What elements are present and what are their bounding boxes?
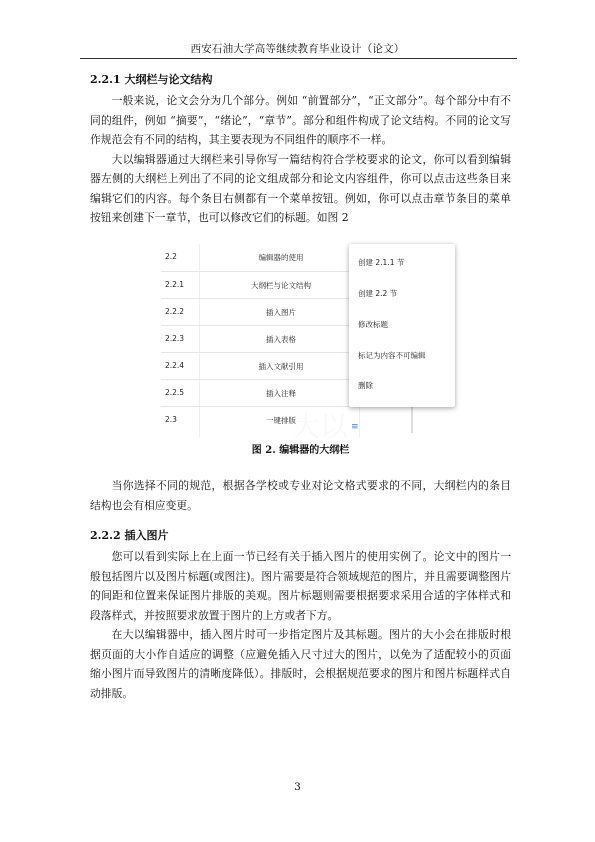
after-figure-body	[90, 476, 511, 515]
outline-row[interactable]	[161, 299, 361, 325]
outline-row[interactable]	[161, 272, 361, 298]
outline-row-number: 2.3	[165, 415, 177, 424]
section-2-2-1-body	[90, 91, 511, 228]
header-rule	[80, 58, 517, 59]
list-menu-icon[interactable]: ≡	[351, 422, 359, 432]
section-heading-2-2-1: 2.2.1 大纲栏与论文结构	[90, 73, 213, 86]
outline-row-title: 编辑器的使用	[258, 253, 304, 262]
menu-item-rename[interactable]: 修改标题	[358, 320, 388, 329]
section-heading-2-2-2: 2.2.2 插入图片	[90, 529, 169, 542]
panel-scrollbar[interactable]	[411, 407, 413, 433]
outline-row-title: 大纲栏与论文结构	[251, 281, 311, 290]
menu-item-mark-readonly[interactable]: 标记为内容不可编辑	[358, 351, 426, 360]
outline-row-title: 插入注释	[266, 389, 296, 398]
outline-row-title: 插入文献引用	[258, 362, 304, 371]
page-number: 3	[294, 781, 301, 793]
outline-row-number: 2.2.2	[165, 307, 185, 316]
outline-row-title: 插入图片	[266, 308, 296, 317]
outline-row[interactable]	[161, 353, 361, 379]
figure-caption: 图 2. 编辑器的大纲栏	[251, 445, 350, 456]
menu-item-create-2-2[interactable]: 创建 2.2 节	[358, 289, 398, 298]
running-header: 西安石油大学高等继续教育毕业设计（论文）	[190, 43, 405, 55]
menu-item-delete[interactable]: 删除	[358, 381, 373, 390]
outline-row-number: 2.2.1	[165, 280, 185, 289]
watermark: 大以	[292, 410, 349, 443]
menu-item-create-2-1-1[interactable]: 创建 2.1.1 节	[358, 258, 405, 267]
section-2-2-2-body	[90, 547, 511, 703]
outline-row-number: 2.2.5	[165, 388, 185, 397]
outline-row[interactable]	[161, 326, 361, 352]
context-menu	[349, 244, 455, 407]
paragraph: 一般来说，论文会分为几个部分。例如 “前置部分”，“正文部分”。每个部分中有不同的组件，例如 “摘要”，“绪论”，“章节”。部分和组件构成了论文结构。不同的论文写作规范会有不同的结构，其主要表现为不同组件的顺序不一样。	[90, 94, 511, 146]
outline-row-number: 2.2.3	[165, 334, 185, 343]
paragraph: 在大以编辑器中，插入图片时可一步指定图片及其标题。图片的大小会在排版时根据页面的大小作自适应的调整（应避免插入尺寸过大的图片，以免为了适配较小的页面缩小图片而导致图片的清晰度降低）。排版时，会根据规范要求的图片和图片标题样式自动排版。	[90, 628, 511, 700]
outline-row-title: 一键排版	[266, 416, 296, 425]
outline-row[interactable]	[161, 244, 361, 270]
paragraph: 您可以看到实际上在上面一节已经有关于插入图片的使用实例了。论文中的图片一般包括图片以及图片标题(或图注)。图片需要是符合领域规范的图片，并且需要调整图片的间距和位置来保证图片排版的美观。图片标题则需要根据要求采用合适的字体样式和段落样式，并按照要求放置于图片的上方或者下方。	[90, 550, 511, 622]
outline-row-title: 插入表格	[266, 335, 296, 344]
outline-row[interactable]	[161, 380, 361, 406]
paragraph: 当你选择不同的规范，根据各学校或专业对论文格式要求的不同，大纲栏内的条目结构也会有相应变更。	[90, 479, 511, 512]
paragraph: 大以编辑器通过大纲栏来引导你写一篇结构符合学校要求的论文，你可以看到编辑器左侧的大纲栏上列出了不同的论文组成部分和论文内容组件，你可以点击这些条目来编辑它们的内容。每个条目右侧都有一个菜单按钮。例如，你可以点击章节条目的菜单按钮来创建下一章节，也可以修改它们的标题。如图 2	[90, 152, 511, 224]
outline-row-number: 2.2.4	[165, 361, 185, 370]
outline-row-number: 2.2	[165, 252, 177, 261]
